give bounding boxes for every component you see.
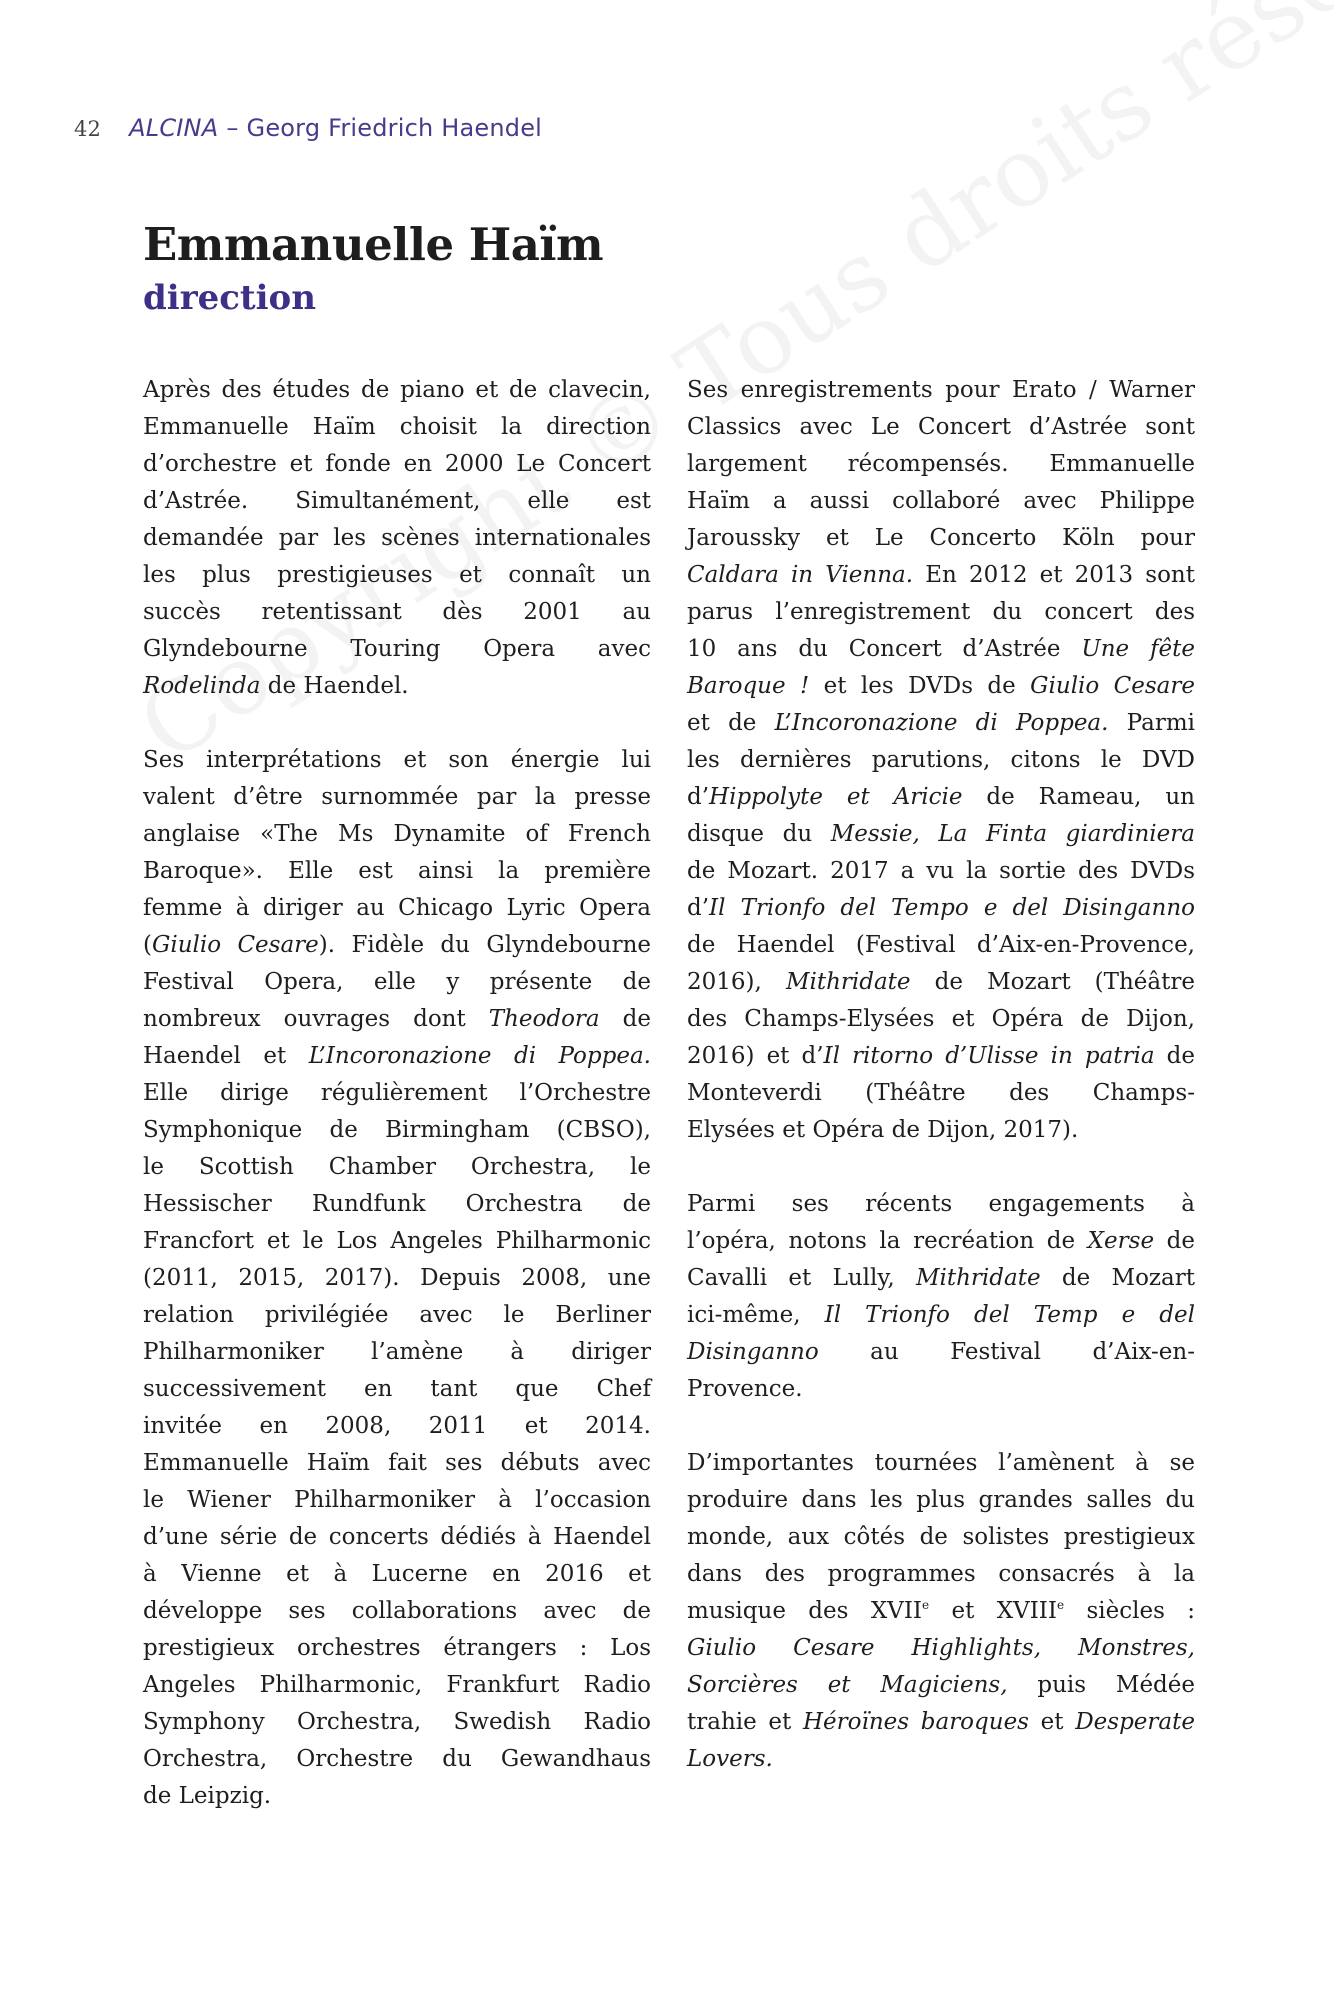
text-segment: Ses enregistrements pour Erato / Warner — [687, 377, 1195, 403]
page-title: Emmanuelle Haïm — [143, 218, 604, 271]
text-segment: D’importantes tournées l’amènent à se — [687, 1450, 1195, 1476]
text-line — [143, 779, 651, 816]
text-segment: Provence. — [687, 1376, 803, 1402]
superscript-text: e — [921, 1598, 930, 1612]
text-line — [687, 631, 1195, 668]
text-segment: de Mozart. 2017 a vu la sortie des DVDs — [687, 858, 1195, 884]
text-line — [143, 1334, 651, 1371]
running-header — [74, 114, 542, 142]
text-segment: valent d’être surnommée par la presse — [143, 784, 651, 810]
text-segment: d’orchestre et fonde en 2000 Le Concert — [143, 451, 651, 477]
text-line — [687, 816, 1195, 853]
text-line — [687, 1371, 1195, 1408]
left-column — [143, 372, 651, 1852]
text-segment: Ses interprétations et son énergie lui — [143, 747, 651, 773]
text-line — [687, 668, 1195, 705]
italic-text: Héroïnes baroques — [802, 1709, 1029, 1735]
text-line — [687, 1001, 1195, 1038]
text-segment: dans des programmes consacrés à la — [687, 1561, 1195, 1587]
text-line — [143, 890, 651, 927]
text-line — [143, 1223, 651, 1260]
text-segment: 2016), — [687, 969, 786, 995]
text-line — [143, 520, 651, 557]
text-segment: et — [1028, 1709, 1076, 1735]
text-segment: invitée en 2008, 2011 et 2014. — [143, 1413, 651, 1439]
text-line — [143, 631, 651, 668]
text-segment: ). Fidèle du Glyndebourne — [318, 932, 652, 958]
header-separator: – — [226, 114, 239, 142]
text-segment: Classics avec Le Concert d’Astrée sont — [687, 414, 1195, 440]
page-number: 42 — [74, 117, 102, 141]
paragraph — [687, 1186, 1195, 1408]
text-segment: Angeles Philharmonic, Frankfurt Radio — [143, 1672, 651, 1698]
text-segment: Francfort et le Los Angeles Philharmonic — [143, 1228, 651, 1254]
text-line — [687, 1038, 1195, 1075]
text-line — [687, 1445, 1195, 1482]
superscript-text: e — [1056, 1598, 1065, 1612]
text-segment: puis Médée — [1007, 1672, 1195, 1698]
text-line — [143, 1038, 651, 1075]
text-line — [143, 1704, 651, 1741]
text-line — [143, 557, 651, 594]
text-segment: de — [1154, 1043, 1195, 1069]
text-segment: ici-même, — [687, 1302, 825, 1328]
right-column — [687, 372, 1195, 1815]
text-segment: d’ — [687, 784, 710, 810]
paragraph — [687, 372, 1195, 1149]
work-title: ALCINA — [129, 114, 219, 142]
text-line — [687, 557, 1195, 594]
italic-text: Xerse — [1087, 1228, 1155, 1254]
text-segment: Elysées et Opéra de Dijon, 2017). — [687, 1117, 1079, 1143]
text-line — [143, 1778, 651, 1815]
text-line — [143, 1260, 651, 1297]
text-line — [143, 1593, 651, 1630]
text-line — [687, 964, 1195, 1001]
italic-text: L’Incoronazione di Poppea. — [308, 1043, 651, 1069]
text-segment: de Haendel. — [260, 673, 409, 699]
text-line — [143, 1519, 651, 1556]
text-line — [687, 1741, 1195, 1778]
italic-text: Giulio Cesare — [151, 932, 319, 958]
text-segment: de Mozart (Théâtre — [910, 969, 1195, 995]
text-segment: Glyndebourne Touring Opera avec — [143, 636, 651, 662]
text-segment: trahie et — [687, 1709, 803, 1735]
text-line — [143, 1741, 651, 1778]
text-segment: relation privilégiée avec le Berliner — [143, 1302, 651, 1328]
text-segment: Parmi ses récents engagements à — [687, 1191, 1195, 1217]
text-segment: Elle dirige régulièrement l’Orchestre — [143, 1080, 651, 1106]
text-line — [143, 964, 651, 1001]
text-line — [143, 483, 651, 520]
text-segment: de Leipzig. — [143, 1783, 272, 1809]
text-line — [143, 1186, 651, 1223]
italic-text: Messie, La Finta giardiniera — [830, 821, 1195, 847]
text-segment: à Vienne et à Lucerne en 2016 et — [143, 1561, 651, 1587]
text-segment: les plus prestigieuses et connaît un — [143, 562, 651, 588]
italic-text: Il ritorno d’Ulisse in patria — [823, 1043, 1155, 1069]
italic-text: Hippolyte et Aricie — [709, 784, 963, 810]
text-line — [687, 483, 1195, 520]
text-segment: produire dans les plus grandes salles du — [687, 1487, 1195, 1513]
text-segment: d’Astrée. Simultanément, elle est — [143, 488, 651, 514]
text-segment: disque du — [687, 821, 831, 847]
text-segment: et les DVDs de — [809, 673, 1031, 699]
text-segment: Emmanuelle Haïm choisit la direction — [143, 414, 651, 440]
text-segment: Symphonique de Birmingham (CBSO), — [143, 1117, 651, 1143]
italic-text: Baroque ! — [687, 673, 810, 699]
text-line — [687, 1112, 1195, 1149]
text-line — [143, 668, 651, 705]
text-segment: au Festival d’Aix-en- — [818, 1339, 1195, 1365]
text-line — [687, 594, 1195, 631]
text-line — [687, 1223, 1195, 1260]
text-segment: de Haendel (Festival d’Aix-en-Provence, — [687, 932, 1195, 958]
italic-text: Desperate — [1075, 1709, 1195, 1735]
italic-text: Giulio Cesare — [1030, 673, 1195, 699]
text-segment: anglaise «The Ms Dynamite of French — [143, 821, 651, 847]
text-segment: Philharmoniker l’amène à diriger — [143, 1339, 651, 1365]
text-segment: musique des XVII — [687, 1598, 922, 1624]
italic-text: Rodelinda — [143, 673, 261, 699]
text-segment: nombreux ouvrages dont — [143, 1006, 489, 1032]
text-segment: successivement en tant que Chef — [143, 1376, 651, 1402]
text-segment: (2011, 2015, 2017). Depuis 2008, une — [143, 1265, 651, 1291]
italic-text: Theodora — [488, 1006, 600, 1032]
italic-text: Sorcières et Magiciens, — [687, 1672, 1008, 1698]
italic-text: Disinganno — [687, 1339, 819, 1365]
text-segment: Cavalli et Lully, — [687, 1265, 916, 1291]
text-line — [143, 409, 651, 446]
text-segment: le Scottish Chamber Orchestra, le — [143, 1154, 651, 1180]
text-line — [687, 1075, 1195, 1112]
text-line — [143, 742, 651, 779]
text-segment: monde, aux côtés de solistes prestigieux — [687, 1524, 1195, 1550]
text-line — [687, 1667, 1195, 1704]
text-segment: ( — [143, 932, 152, 958]
text-line — [687, 1260, 1195, 1297]
text-line — [687, 1519, 1195, 1556]
text-line — [143, 1112, 651, 1149]
text-segment: développe ses collaborations avec de — [143, 1598, 651, 1624]
paragraph — [143, 372, 651, 705]
page-subtitle: direction — [143, 278, 316, 318]
text-segment: Symphony Orchestra, Swedish Radio — [143, 1709, 651, 1735]
text-line — [687, 1334, 1195, 1371]
italic-text: Mithridate — [915, 1265, 1041, 1291]
text-line — [687, 446, 1195, 483]
text-line — [687, 1186, 1195, 1223]
text-segment: des Champs-Elysées et Opéra de Dijon, — [687, 1006, 1195, 1032]
text-line — [143, 1297, 651, 1334]
text-segment: parus l’enregistrement du concert des — [687, 599, 1195, 625]
text-line — [687, 409, 1195, 446]
text-segment: demandée par les scènes internationales — [143, 525, 651, 551]
text-segment: Haendel et — [143, 1043, 309, 1069]
text-line — [687, 1630, 1195, 1667]
text-segment: de Mozart — [1040, 1265, 1196, 1291]
text-segment: 2016) et d’ — [687, 1043, 824, 1069]
text-line — [687, 1556, 1195, 1593]
text-segment: succès retentissant dès 2001 au — [143, 599, 651, 625]
text-line — [143, 927, 651, 964]
text-line — [143, 1371, 651, 1408]
text-line — [687, 890, 1195, 927]
text-line — [143, 1667, 651, 1704]
italic-text: Mithridate — [785, 969, 911, 995]
paragraph — [687, 1445, 1195, 1778]
text-line — [687, 779, 1195, 816]
text-line — [687, 853, 1195, 890]
italic-text: Lovers. — [687, 1746, 773, 1772]
text-segment: Après des études de piano et de clavecin, — [143, 377, 651, 403]
text-segment: les dernières parutions, citons le DVD — [687, 747, 1195, 773]
text-line — [687, 927, 1195, 964]
text-line — [687, 705, 1195, 742]
text-segment: Monteverdi (Théâtre des Champs- — [687, 1080, 1195, 1106]
text-line — [143, 853, 651, 890]
text-segment: et XVIII — [929, 1598, 1057, 1624]
text-segment: de — [599, 1006, 651, 1032]
text-segment: 10 ans du Concert d’Astrée — [687, 636, 1082, 662]
text-line — [143, 1556, 651, 1593]
text-segment: prestigieux orchestres étrangers : Los — [143, 1635, 651, 1661]
text-segment: l’opéra, notons la recréation de — [687, 1228, 1088, 1254]
text-segment: femme à diriger au Chicago Lyric Opera — [143, 895, 651, 921]
text-segment: d’une série de concerts dédiés à Haendel — [143, 1524, 651, 1550]
text-segment: Jaroussky et Le Concerto Köln pour — [687, 525, 1195, 551]
text-segment: largement récompensés. Emmanuelle — [687, 451, 1195, 477]
text-segment: le Wiener Philharmoniker à l’occasion — [143, 1487, 651, 1513]
text-line — [143, 1482, 651, 1519]
text-segment: Orchestra, Orchestre du Gewandhaus — [143, 1746, 651, 1772]
text-line — [687, 1297, 1195, 1334]
text-line — [143, 446, 651, 483]
text-line — [143, 1001, 651, 1038]
text-segment: de Rameau, un — [962, 784, 1195, 810]
text-segment: Haïm a aussi collaboré avec Philippe — [687, 488, 1195, 514]
text-line — [143, 1630, 651, 1667]
text-line — [687, 1482, 1195, 1519]
text-line — [143, 1408, 651, 1445]
italic-text: Giulio Cesare Highlights, Monstres, — [687, 1635, 1195, 1661]
text-line — [143, 372, 651, 409]
text-line — [143, 594, 651, 631]
text-line — [143, 1445, 651, 1482]
text-segment: Baroque». Elle est ainsi la première — [143, 858, 651, 884]
text-segment: siècles : — [1064, 1598, 1195, 1624]
text-line — [687, 1593, 1195, 1630]
text-line — [687, 1704, 1195, 1741]
text-segment: Festival Opera, elle y présente de — [143, 969, 651, 995]
text-segment: Parmi — [1108, 710, 1195, 736]
paragraph — [143, 742, 651, 1815]
text-segment: d’ — [687, 895, 710, 921]
text-segment: et de — [687, 710, 775, 736]
text-line — [143, 1075, 651, 1112]
italic-text: Caldara in Vienna. — [687, 562, 914, 588]
composer-name: Georg Friedrich Haendel — [246, 114, 543, 142]
italic-text: Une fête — [1081, 636, 1195, 662]
italic-text: Il Trionfo del Temp e del — [824, 1302, 1195, 1328]
text-line — [143, 816, 651, 853]
text-segment: Hessischer Rundfunk Orchestra de — [143, 1191, 651, 1217]
text-line — [687, 742, 1195, 779]
text-line — [687, 372, 1195, 409]
text-segment: Emmanuelle Haïm fait ses débuts avec — [143, 1450, 651, 1476]
text-line — [687, 520, 1195, 557]
text-segment: En 2012 et 2013 sont — [913, 562, 1195, 588]
italic-text: Il Trionfo del Tempo e del Disinganno — [709, 895, 1195, 921]
italic-text: L’Incoronazione di Poppea. — [774, 710, 1109, 736]
text-segment: de — [1154, 1228, 1195, 1254]
text-line — [143, 1149, 651, 1186]
